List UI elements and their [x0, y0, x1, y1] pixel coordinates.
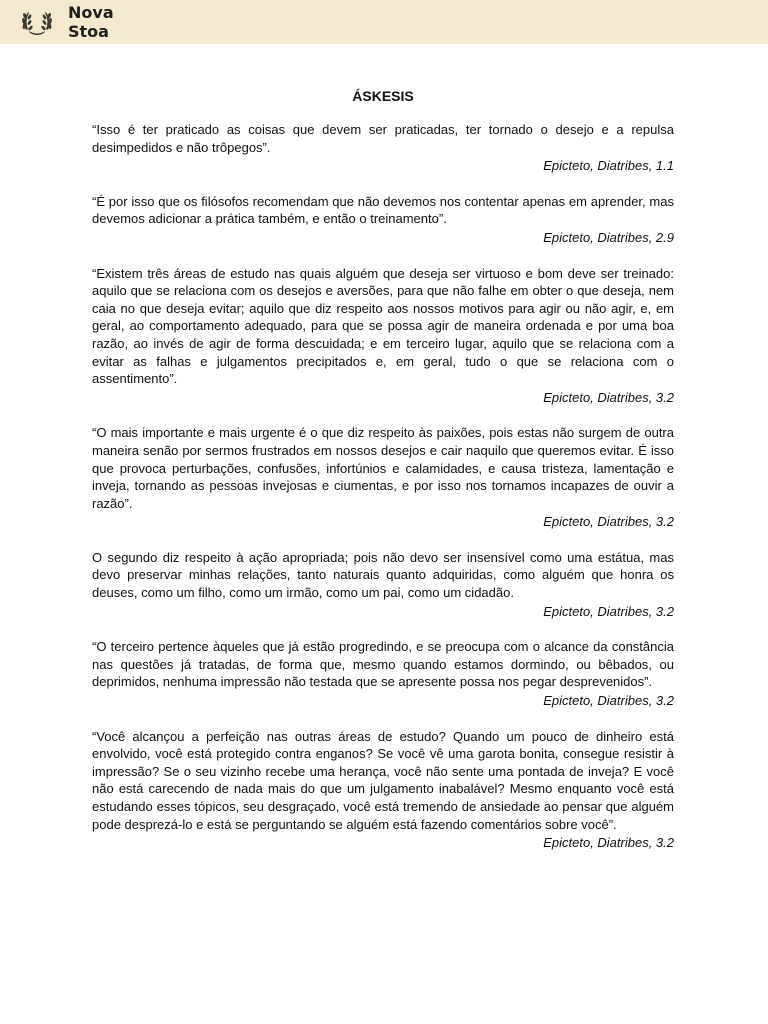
quote-citation: Epicteto, Diatribes, 2.9: [543, 229, 674, 245]
quote-citation: Epicteto, Diatribes, 1.1: [543, 158, 674, 174]
quote-text: “Existem três áreas de estudo nas quais alguém que deseja ser virtuoso e bom deve ser treinado: aquilo que se relaciona com os desejos e aversões, para que não falhe em obter o que deseja, nem caia no que deseja evitar; aquilo que diz respeito aos nossos motivos para agir ou não agir, e, em geral, ao comportamento adequado, para que se possa agir de maneira ordenada e por uma boa razão, ao invés de agir de forma descuidada; e em terceiro lugar, aquilo que se relaciona com a evitar as falhas e julgamentos precipitados e, em geral, tudo o que se relaciona com o assentimento”.: [92, 265, 674, 387]
quote-entry: [92, 638, 674, 709]
brand-name-line2: Stoa: [68, 22, 109, 41]
quote-entry: [92, 265, 674, 407]
document-body: [92, 86, 674, 870]
header-bar: [0, 0, 768, 44]
quote-entry: [92, 121, 674, 175]
brand-logo[interactable]: [68, 3, 114, 41]
quote-text: “Você alcançou a perfeição nas outras áreas de estudo? Quando um pouco de dinheiro está envolvido, você está protegido contra enganos? Se você vê uma garota bonita, consegue resistir à impressão? Se o seu vizinho recebe uma herança, você não sente uma pontada de inveja? E você não está carecendo de nada mais do que um julgamento inabalável? Mesmo enquanto você está estudando esses tópicos, seu desgraçado, você está tremendo de ansiedade ao pensar que alguém pode desprezá-lo e está se perguntando se alguém está fazendo comentários sobre você”.: [92, 728, 674, 832]
laurel-wreath-icon: [20, 6, 54, 38]
quote-citation: Epicteto, Diatribes, 3.2: [543, 514, 674, 530]
quote-entry: [92, 728, 674, 852]
quote-text: “Isso é ter praticado as coisas que devem ser praticadas, ter tornado o desejo e a repulsa desimpedidos e não trôpegos”.: [92, 122, 674, 155]
quote-text: “É por isso que os filósofos recomendam que não devemos nos contentar apenas em aprender, mas devemos adicionar a prática também, e então o treinamento”.: [92, 193, 674, 227]
quote-entry: [92, 549, 674, 620]
quote-entry: [92, 193, 674, 247]
quote-citation: Epicteto, Diatribes, 3.2: [543, 693, 674, 709]
brand-name-line1: Nova: [68, 3, 114, 22]
quote-text: O segundo diz respeito à ação apropriada; pois não devo ser insensível como uma estátua, mas devo preservar minhas relações, tanto naturais quanto adquiridas, como alguém que honra os deuses, como um filho, como um irmão, como um pai, como um cidadão.: [92, 549, 674, 601]
quote-citation: Epicteto, Diatribes, 3.2: [543, 603, 674, 619]
quote-text: “O terceiro pertence àqueles que já estão progredindo, e se preocupa com o alcance da constância nas questões já tratadas, de forma que, mesmo quando estamos dormindo, ou bêbados, ou deprimidos, nenhuma impressão não testada que se apresente possa nos pegar desprevenidos”.: [92, 639, 674, 690]
document-title: ÁSKESIS: [352, 88, 414, 104]
quote-text: “O mais importante e mais urgente é o que diz respeito às paixões, pois estas não surgem de outra maneira senão por sermos frustrados em nossos desejos e cair naquilo que queremos evitar. É isso que provoca perturbações, confusões, infortúnios e calamidades, e causa tristeza, lamentação e inveja, tornando as pessoas invejosas e ciumentas, e por isso nos tornamos incapazes de ouvir a razão”.: [92, 425, 674, 511]
quote-citation: Epicteto, Diatribes, 3.2: [543, 389, 674, 405]
quote-citation: Epicteto, Diatribes, 3.2: [543, 835, 674, 851]
quote-entry: [92, 424, 674, 531]
